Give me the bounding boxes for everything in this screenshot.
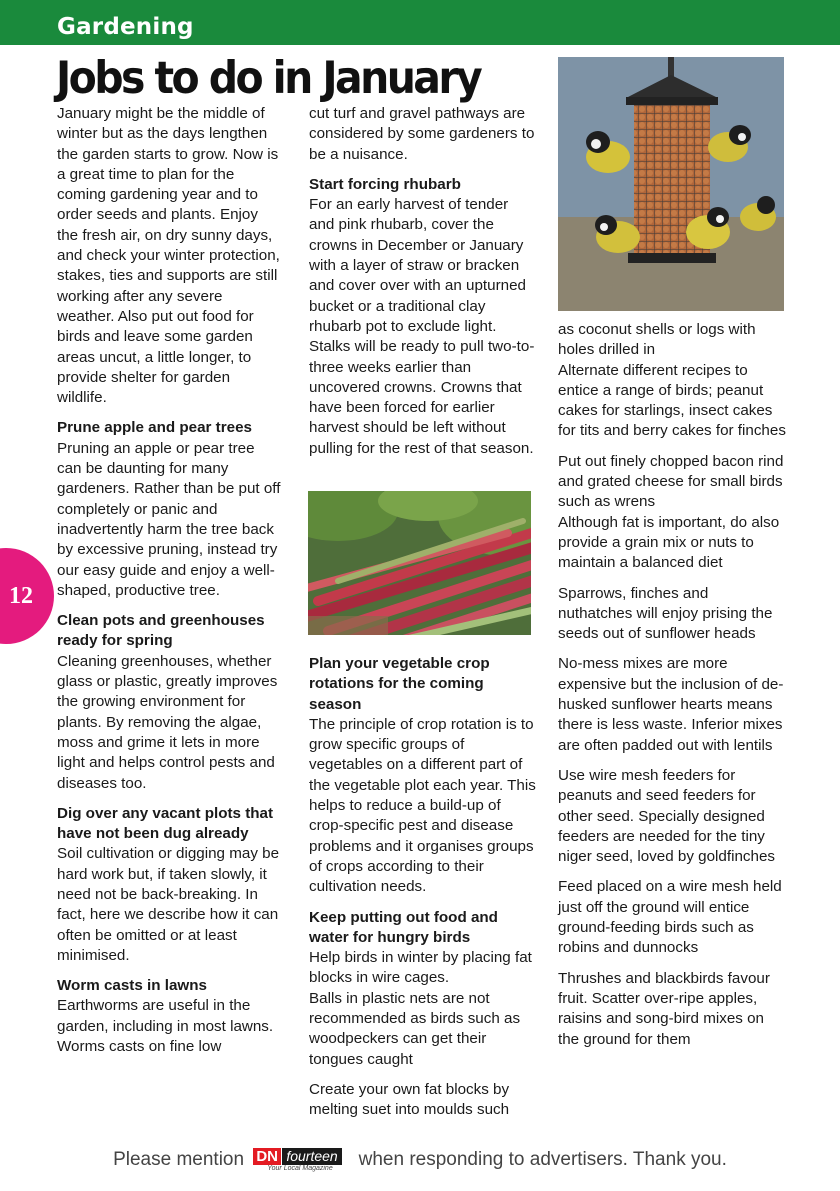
- dnfourteen-logo: [253, 1146, 349, 1174]
- bird-tip: Put out finely chopped bacon rind and grated cheese for small birds such as wrens: [558, 452, 784, 511]
- section-rhubarb: [309, 175, 537, 459]
- section-body: Soil cultivation or digging may be hard work but, if taken slowly, it need not be back-breaking. In fact, here we describe how it can often be omitted or at least minimised.: [57, 845, 280, 964]
- bird-tip: Use wire mesh feeders for peanuts and seed feeders for other seed. Specially designed feeders are needed for the tiny niger seed, loved by goldfinches: [558, 766, 775, 866]
- section-body: For an early harvest of tender and pink rhubarb, cover the crowns in December or January with a layer of straw or bracken and cover over with an upturned bucket or a traditional clay rhubarb pot to exclude light. Stalks will be ready to pull two-to-three weeks earlier than uncovered crowns. Crowns that have been forced for earlier harvest should be left without pulling for the rest of that season.: [309, 196, 535, 457]
- rhubarb-photo: [308, 491, 531, 635]
- section-body: Pruning an apple or pear tree can be daunting for many gardeners. Rather than be put off completely or panic and inadvertently harm the tree back by excessive pruning, instead try our easy guide and enjoy a well-shaped, productive tree.: [57, 439, 281, 599]
- bird-tip: Alternate different recipes to entice a range of birds; peanut cakes for starlings, insect cakes for tits and berry cakes for finches: [558, 361, 786, 440]
- bird-tip: as coconut shells or logs with holes drilled in: [558, 321, 756, 359]
- section-body: Help birds in winter by placing fat blocks in wire cages.: [309, 949, 532, 987]
- section-body: The principle of crop rotation is to grow specific groups of vegetables on a different part of the vegetable plot each year. This helps to reduce a build-up of crop-specific pest and disease problems and it organises groups of crops according to their cultivation needs.: [309, 715, 536, 896]
- footer-text-before: Please mention: [113, 1149, 245, 1170]
- continued-paragraph: cut turf and gravel pathways are considered by some gardeners to be a nuisance.: [309, 105, 535, 163]
- section-body: Cleaning greenhouses, whether glass or plastic, greatly improves the growing environment for plants. By removing the algae, moss and grime it lets in more light and helps control pests and diseases too.: [57, 652, 278, 792]
- section-worm-casts: [57, 976, 282, 1057]
- article-column-3: [558, 320, 786, 1060]
- section-heading: Worm casts in lawns: [57, 977, 207, 995]
- article-column-2: [309, 104, 537, 469]
- section-heading: Clean pots and greenhouses ready for spring: [57, 612, 265, 650]
- section-heading: Start forcing rhubarb: [309, 175, 461, 193]
- page-number: 12: [9, 583, 33, 609]
- section-crop-rotation: [309, 654, 537, 898]
- bird-tip: Sparrows, finches and nuthatches will enjoy prising the seeds out of sunflower heads: [558, 584, 773, 643]
- section-body: Earthworms are useful in the garden, including in most lawns. Worms casts on fine low: [57, 997, 274, 1056]
- logo-fourteen: fourteen: [282, 1148, 341, 1165]
- section-body: Balls in plastic nets are not recommended as birds such as woodpeckers can get their tongues caught: [309, 989, 521, 1068]
- section-heading: Prune apple and pear trees: [57, 419, 252, 437]
- article-column-1: [57, 104, 282, 1067]
- section-heading: Dig over any vacant plots that have not been dug already: [57, 804, 274, 843]
- section-prune: [57, 418, 282, 601]
- section-heading: Plan your vegetable crop rotations for the coming season: [309, 655, 490, 713]
- intro-paragraph: January might be the middle of winter but as the days lengthen the garden starts to grow. Now is a great time to plan for the coming gardening year and to order seeds and plants. Enjoy the fresh air, on dry sunny days, and check your winter protection, stakes, ties and supports are still working after any severe weather. Also put out food for birds and leave some garden areas uncut, a little longer, to provide shelter for garden wildlife.: [57, 105, 280, 407]
- bird-tip: Although fat is important, do also provide a grain mix or nuts to maintain a balanced diet: [558, 513, 780, 572]
- section-label: Gardening: [57, 14, 194, 40]
- bird-tip: Thrushes and blackbirds favour fruit. Scatter over-ripe apples, raisins and song-bird mixes on the ground for them: [558, 969, 770, 1048]
- section-clean-pots: [57, 611, 282, 794]
- bird-tip: No-mess mixes are more expensive but the inclusion of de-husked sunflower hearts means there is less waste. Inferior mixes are often padded out with lentils: [558, 655, 784, 754]
- section-heading: Keep putting out food and water for hungry birds: [309, 908, 498, 946]
- bird-tip: Feed placed on a wire mesh held just off the ground will entice ground-feeding birds such as robins and dunnocks: [558, 878, 782, 957]
- logo-dn: DN: [253, 1148, 281, 1165]
- section-body: Create your own fat blocks by melting suet into moulds such: [309, 1080, 510, 1119]
- bird-feeder-photo: [558, 57, 784, 311]
- page-title: Jobs to do in January: [56, 52, 481, 104]
- article-column-2-lower: [309, 654, 537, 1131]
- section-dig-plots: [57, 804, 282, 966]
- section-feed-birds: [309, 908, 537, 1121]
- footer-text-after: when responding to advertisers. Thank you.: [358, 1149, 727, 1170]
- logo-tagline: Your Local Magazine: [267, 1165, 333, 1172]
- footer-advertiser-note: [0, 1146, 840, 1174]
